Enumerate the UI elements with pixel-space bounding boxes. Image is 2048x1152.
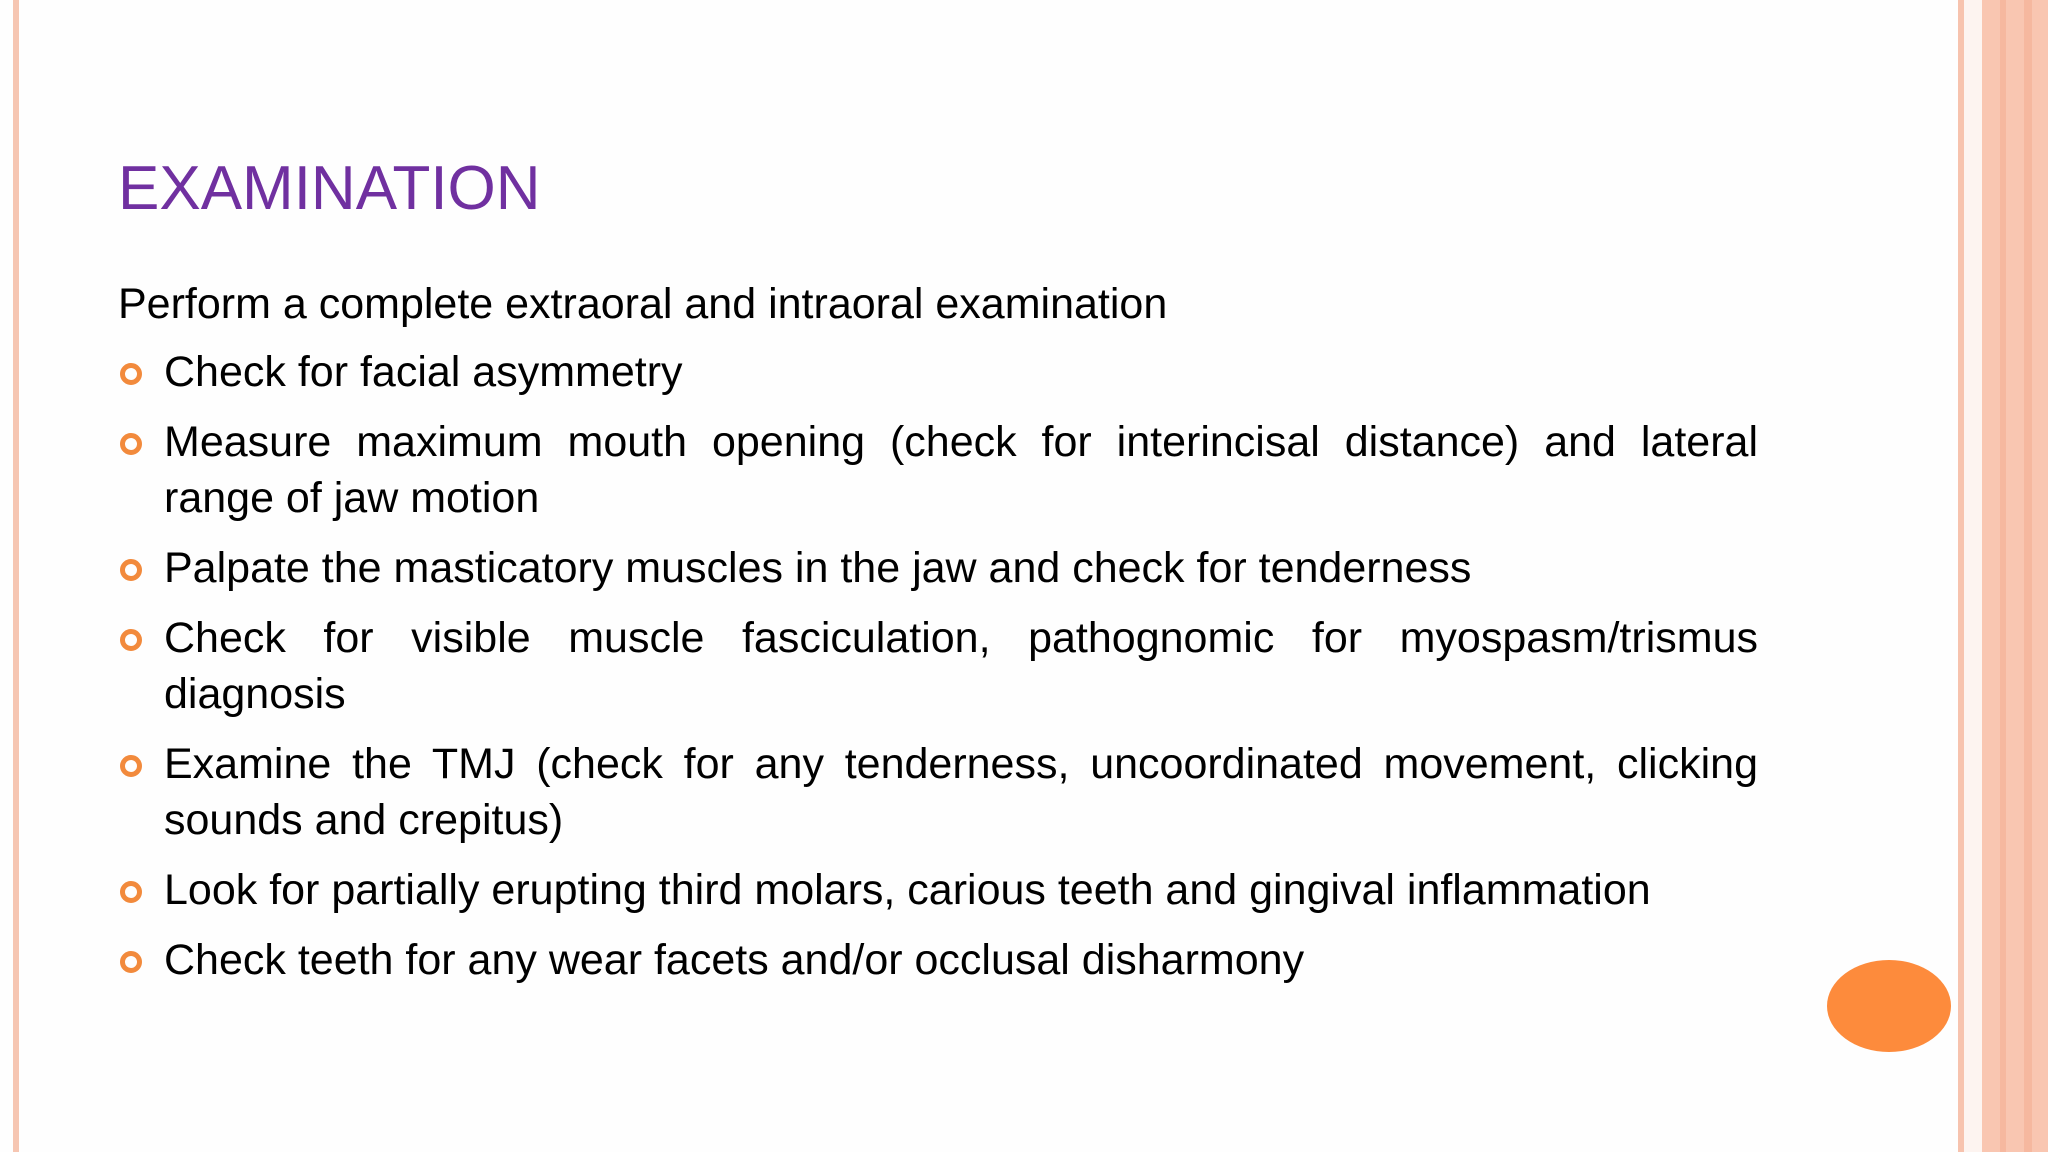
hollow-circle-bullet-icon bbox=[120, 433, 142, 455]
bullet-text: Check teeth for any wear facets and/or occlusal disharmony bbox=[164, 936, 1305, 984]
list-item bbox=[118, 414, 1758, 526]
list-item bbox=[118, 736, 1758, 848]
hollow-circle-bullet-icon bbox=[120, 755, 142, 777]
list-item bbox=[118, 344, 1758, 400]
hollow-circle-bullet-icon bbox=[120, 559, 142, 581]
slide-body bbox=[118, 276, 1758, 1002]
left-border-decoration bbox=[13, 0, 19, 1152]
bullet-text: Look for partially erupting third molars, carious teeth and gingival inflammation bbox=[164, 866, 1651, 914]
slide-title: EXAMINATION bbox=[118, 154, 541, 223]
hollow-circle-bullet-icon bbox=[120, 363, 142, 385]
bullet-text: Check for visible muscle fasciculation, pathognomic for myospasm/trismus diagnosis bbox=[164, 614, 1758, 718]
list-item bbox=[118, 932, 1758, 988]
bullet-text: Measure maximum mouth opening (check for interincisal distance) and lateral range of jaw motion bbox=[164, 418, 1758, 522]
right-stripe-decoration bbox=[1964, 0, 1982, 1152]
right-stripe-decoration bbox=[2024, 0, 2032, 1152]
orange-circle-button[interactable] bbox=[1827, 960, 1951, 1052]
bullet-text: Examine the TMJ (check for any tenderness, uncoordinated movement, clicking sounds and crepitus) bbox=[164, 740, 1758, 844]
hollow-circle-bullet-icon bbox=[120, 881, 142, 903]
bullet-text: Check for facial asymmetry bbox=[164, 348, 683, 396]
hollow-circle-bullet-icon bbox=[120, 951, 142, 973]
right-stripe-decoration bbox=[1982, 0, 2048, 1152]
bullet-text: Palpate the masticatory muscles in the jaw and check for tenderness bbox=[164, 544, 1472, 592]
list-item bbox=[118, 610, 1758, 722]
list-item bbox=[118, 540, 1758, 596]
hollow-circle-bullet-icon bbox=[120, 629, 142, 651]
right-stripe-decoration bbox=[2000, 0, 2006, 1152]
list-item bbox=[118, 862, 1758, 918]
intro-text: Perform a complete extraoral and intraoral examination bbox=[118, 280, 1168, 328]
bullet-list bbox=[118, 344, 1758, 988]
